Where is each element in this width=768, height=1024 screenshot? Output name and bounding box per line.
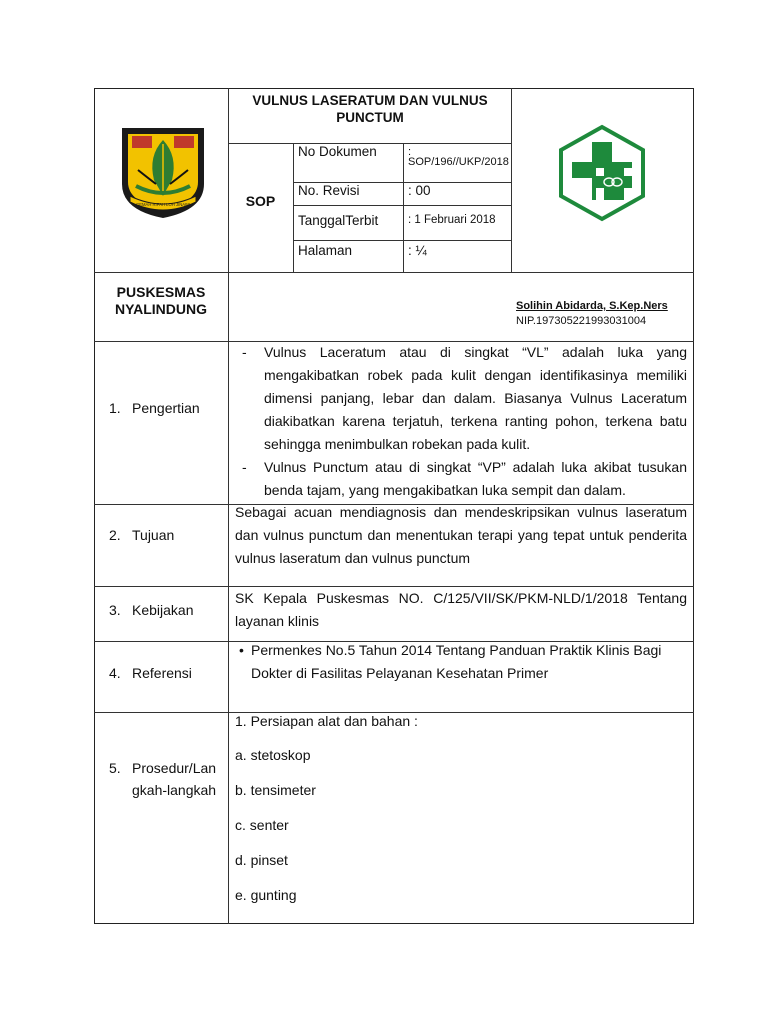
meta-label-revisi: No. Revisi (298, 183, 360, 198)
meta-value-halaman: : ¼ (408, 243, 427, 258)
row-divider (94, 272, 694, 273)
meta-value-divider (403, 143, 404, 272)
prosedur-item: b. tensimeter (235, 782, 316, 798)
section-label-tujuan: Tujuan (132, 527, 175, 543)
meta-label-divider (293, 143, 294, 272)
section-label-pengertian: Pengertian (132, 400, 200, 416)
prosedur-item: e. gunting (235, 887, 297, 903)
prosedur-heading: 1. Persiapan alat dan bahan : (235, 713, 418, 729)
meta-label-tanggal: TanggalTerbit (298, 213, 379, 228)
section-label-kebijakan: Kebijakan (132, 602, 194, 618)
prosedur-item: d. pinset (235, 852, 288, 868)
regency-crest-logo (118, 126, 208, 220)
svg-text:GEMAH RIPAH LOH JINAWI: GEMAH RIPAH LOH JINAWI (136, 202, 190, 207)
puskesmas-logo (554, 124, 650, 222)
referensi-text: Permenkes No.5 Tahun 2014 Tentang Panduan Praktik Klinis Bagi Dokter di Fasilitas Pelayanan Kesehatan Primer (251, 642, 662, 681)
section-number: 5. (109, 760, 121, 776)
row-divider (293, 240, 511, 241)
meta-colon-no-dokumen: : (408, 146, 412, 158)
prosedur-item: a. stetoskop (235, 747, 311, 763)
section-label-prosedur-2: gkah-langkah (132, 782, 217, 798)
meta-value-tanggal: : 1 Februari 2018 (408, 214, 496, 226)
meta-value-revisi: : 00 (408, 183, 431, 198)
section-number: 1. (109, 400, 121, 416)
kebijakan-text: SK Kepala Puskesmas NO. C/125/VII/SK/PKM-NLD/1/2018 Tentang layanan klinis (235, 590, 687, 629)
row-divider (293, 205, 511, 206)
list-dash: - (242, 459, 247, 475)
signer-nip: NIP.197305221993031004 (516, 315, 647, 327)
section-number: 2. (109, 527, 121, 543)
org-name: PUSKESMAS NYALINDUNG (114, 284, 208, 317)
meta-value-no-dokumen: SOP/196//UKP/2018 (408, 156, 509, 168)
meta-label-no-dokumen: No Dokumen (298, 144, 377, 159)
definition-vl: Vulnus Laceratum atau di singkat “VL” adalah luka yang mengakibatkan robek pada kulit dengan identifikasinya memiliki dimensi panjang, lebar dan dalam. Biasanya Vulnus Laceratum diakibatkan karena terjatuh, terkena ranting pohon, terkena batu sehingga menimbulkan robekan pada kulit. (264, 344, 687, 452)
definition-vp: Vulnus Punctum atau di singkat “VP” adalah luka akibat tusukan benda tajam, yang mengakibatkan luka sempit dan dalam. (264, 459, 687, 498)
section-label-referensi: Referensi (132, 665, 192, 681)
column-divider (228, 88, 229, 924)
section-number: 4. (109, 665, 121, 681)
section-label-prosedur-1: Prosedur/Lan (132, 760, 217, 776)
meta-label-halaman: Halaman (298, 243, 353, 258)
reference-bullet: • (239, 642, 244, 658)
section-number: 3. (109, 602, 121, 618)
column-divider-right (511, 88, 512, 272)
tujuan-text: Sebagai acuan mendiagnosis dan mendeskripsikan vulnus laseratum dan vulnus punctum dan menentukan terapi yang tepat untuk penderita vulnus laseratum dan vulnus punctum (235, 504, 687, 566)
list-dash: - (242, 344, 247, 360)
sop-label: SOP (245, 193, 276, 209)
signer-name: Solihin Abidarda, S.Kep.Ners (516, 300, 668, 312)
prosedur-item: c. senter (235, 817, 289, 833)
document-title: VULNUS LASERATUM DAN VULNUS PUNCTUM (252, 93, 488, 125)
